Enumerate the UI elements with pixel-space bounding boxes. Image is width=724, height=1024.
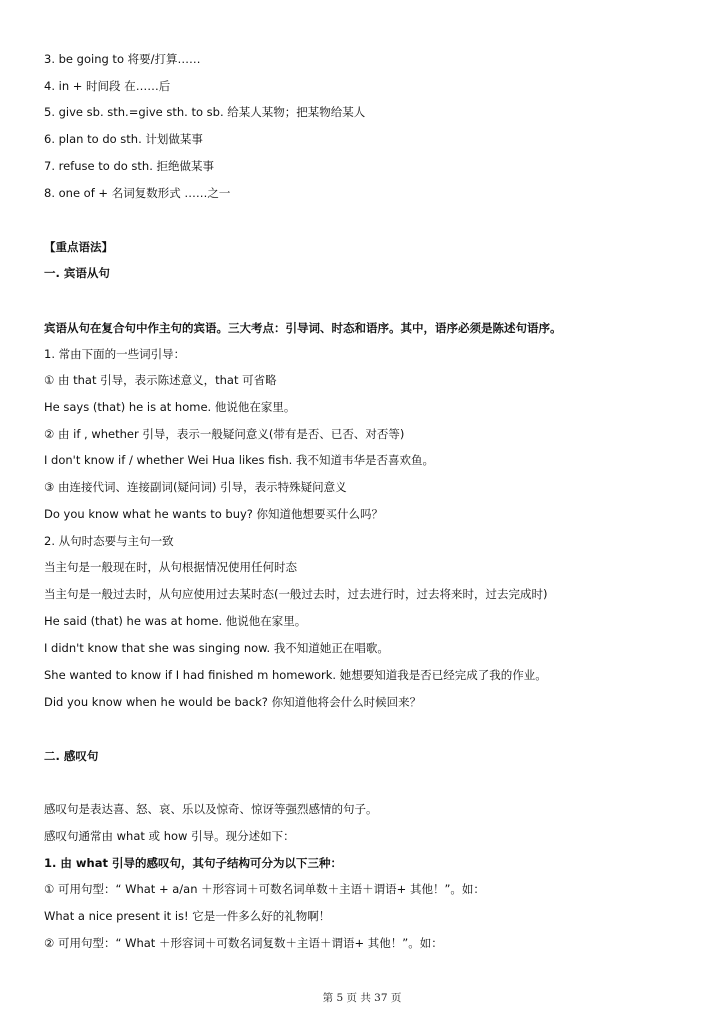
text-line: ③ 由连接代词、连接副词(疑问词) 引导，表示特殊疑问意义 <box>44 480 347 494</box>
summary-line: 宾语从句在复合句中作主句的宾语。三大考点：引导词、时态和语序。其中，语序必须是陈述句语序。 <box>44 321 562 335</box>
example-line: He says (that) he is at home. 他说他在家里。 <box>44 400 296 414</box>
text-line: 7. refuse to do sth. 拒绝做某事 <box>44 159 215 173</box>
example-line: I didn't know that she was singing now. 我不知道她正在唱歌。 <box>44 641 389 655</box>
text-line: 8. one of + 名词复数形式 ……之一 <box>44 186 231 200</box>
section-title: 二. 感叹句 <box>44 749 99 763</box>
example-line: Did you know when he would be back? 你知道他将会什么时候回来？ <box>44 695 422 709</box>
subsection-title: 1. 由 what 引导的感叹句，其句子结构可分为以下三种： <box>44 856 342 870</box>
text-line: 感叹句是表达喜、怒、哀、乐以及惊奇、惊讶等强烈感情的句子。 <box>44 802 378 816</box>
text-line: 当主句是一般过去时，从句应使用过去某时态(一般过去时，过去进行时，过去将来时，过去完成时) <box>44 587 548 601</box>
text-line: 4. in + 时间段 在……后 <box>44 79 171 93</box>
text-line: 6. plan to do sth. 计划做某事 <box>44 132 203 146</box>
text-line: 2. 从句时态要与主句一致 <box>44 534 174 548</box>
example-line: I don't know if / whether Wei Hua likes fish. 我不知道韦华是否喜欢鱼。 <box>44 453 434 467</box>
example-line: Do you know what he wants to buy? 你知道他想要买什么吗？ <box>44 507 384 521</box>
text-line: ② 可用句型：“ What ＋形容词＋可数名词复数＋主语＋谓语+ 其他！”。如： <box>44 936 443 950</box>
text-line: 感叹句通常由 what 或 how 引导。现分述如下： <box>44 829 295 843</box>
text-line: 3. be going to 将要/打算…… <box>44 52 201 66</box>
page-footer: 第 5 页 共 37 页 <box>322 992 402 1004</box>
example-line: He said (that) he was at home. 他说他在家里。 <box>44 614 307 628</box>
text-line: ① 由 that 引导，表示陈述意义，that 可省略 <box>44 373 277 387</box>
section-heading: 【重点语法】 <box>44 240 113 254</box>
text-line: 当主句是一般现在时，从句根据情况使用任何时态 <box>44 560 297 574</box>
section-title: 一. 宾语从句 <box>44 266 110 280</box>
example-line: She wanted to know if I had finished m homework. 她想要知道我是否已经完成了我的作业。 <box>44 668 547 682</box>
text-line: 5. give sb. sth.=give sth. to sb. 给某人某物；把某物给某人 <box>44 105 366 119</box>
example-line: What a nice present it is! 它是一件多么好的礼物啊！ <box>44 909 331 923</box>
text-line: ① 可用句型：“ What + a/an ＋形容词＋可数名词单数＋主语＋谓语+ 其他！”。如： <box>44 882 485 896</box>
text-line: 1. 常由下面的一些词引导： <box>44 347 186 361</box>
text-line: ② 由 if , whether 引导，表示一般疑问意义(带有是否、已否、对否等) <box>44 427 405 441</box>
